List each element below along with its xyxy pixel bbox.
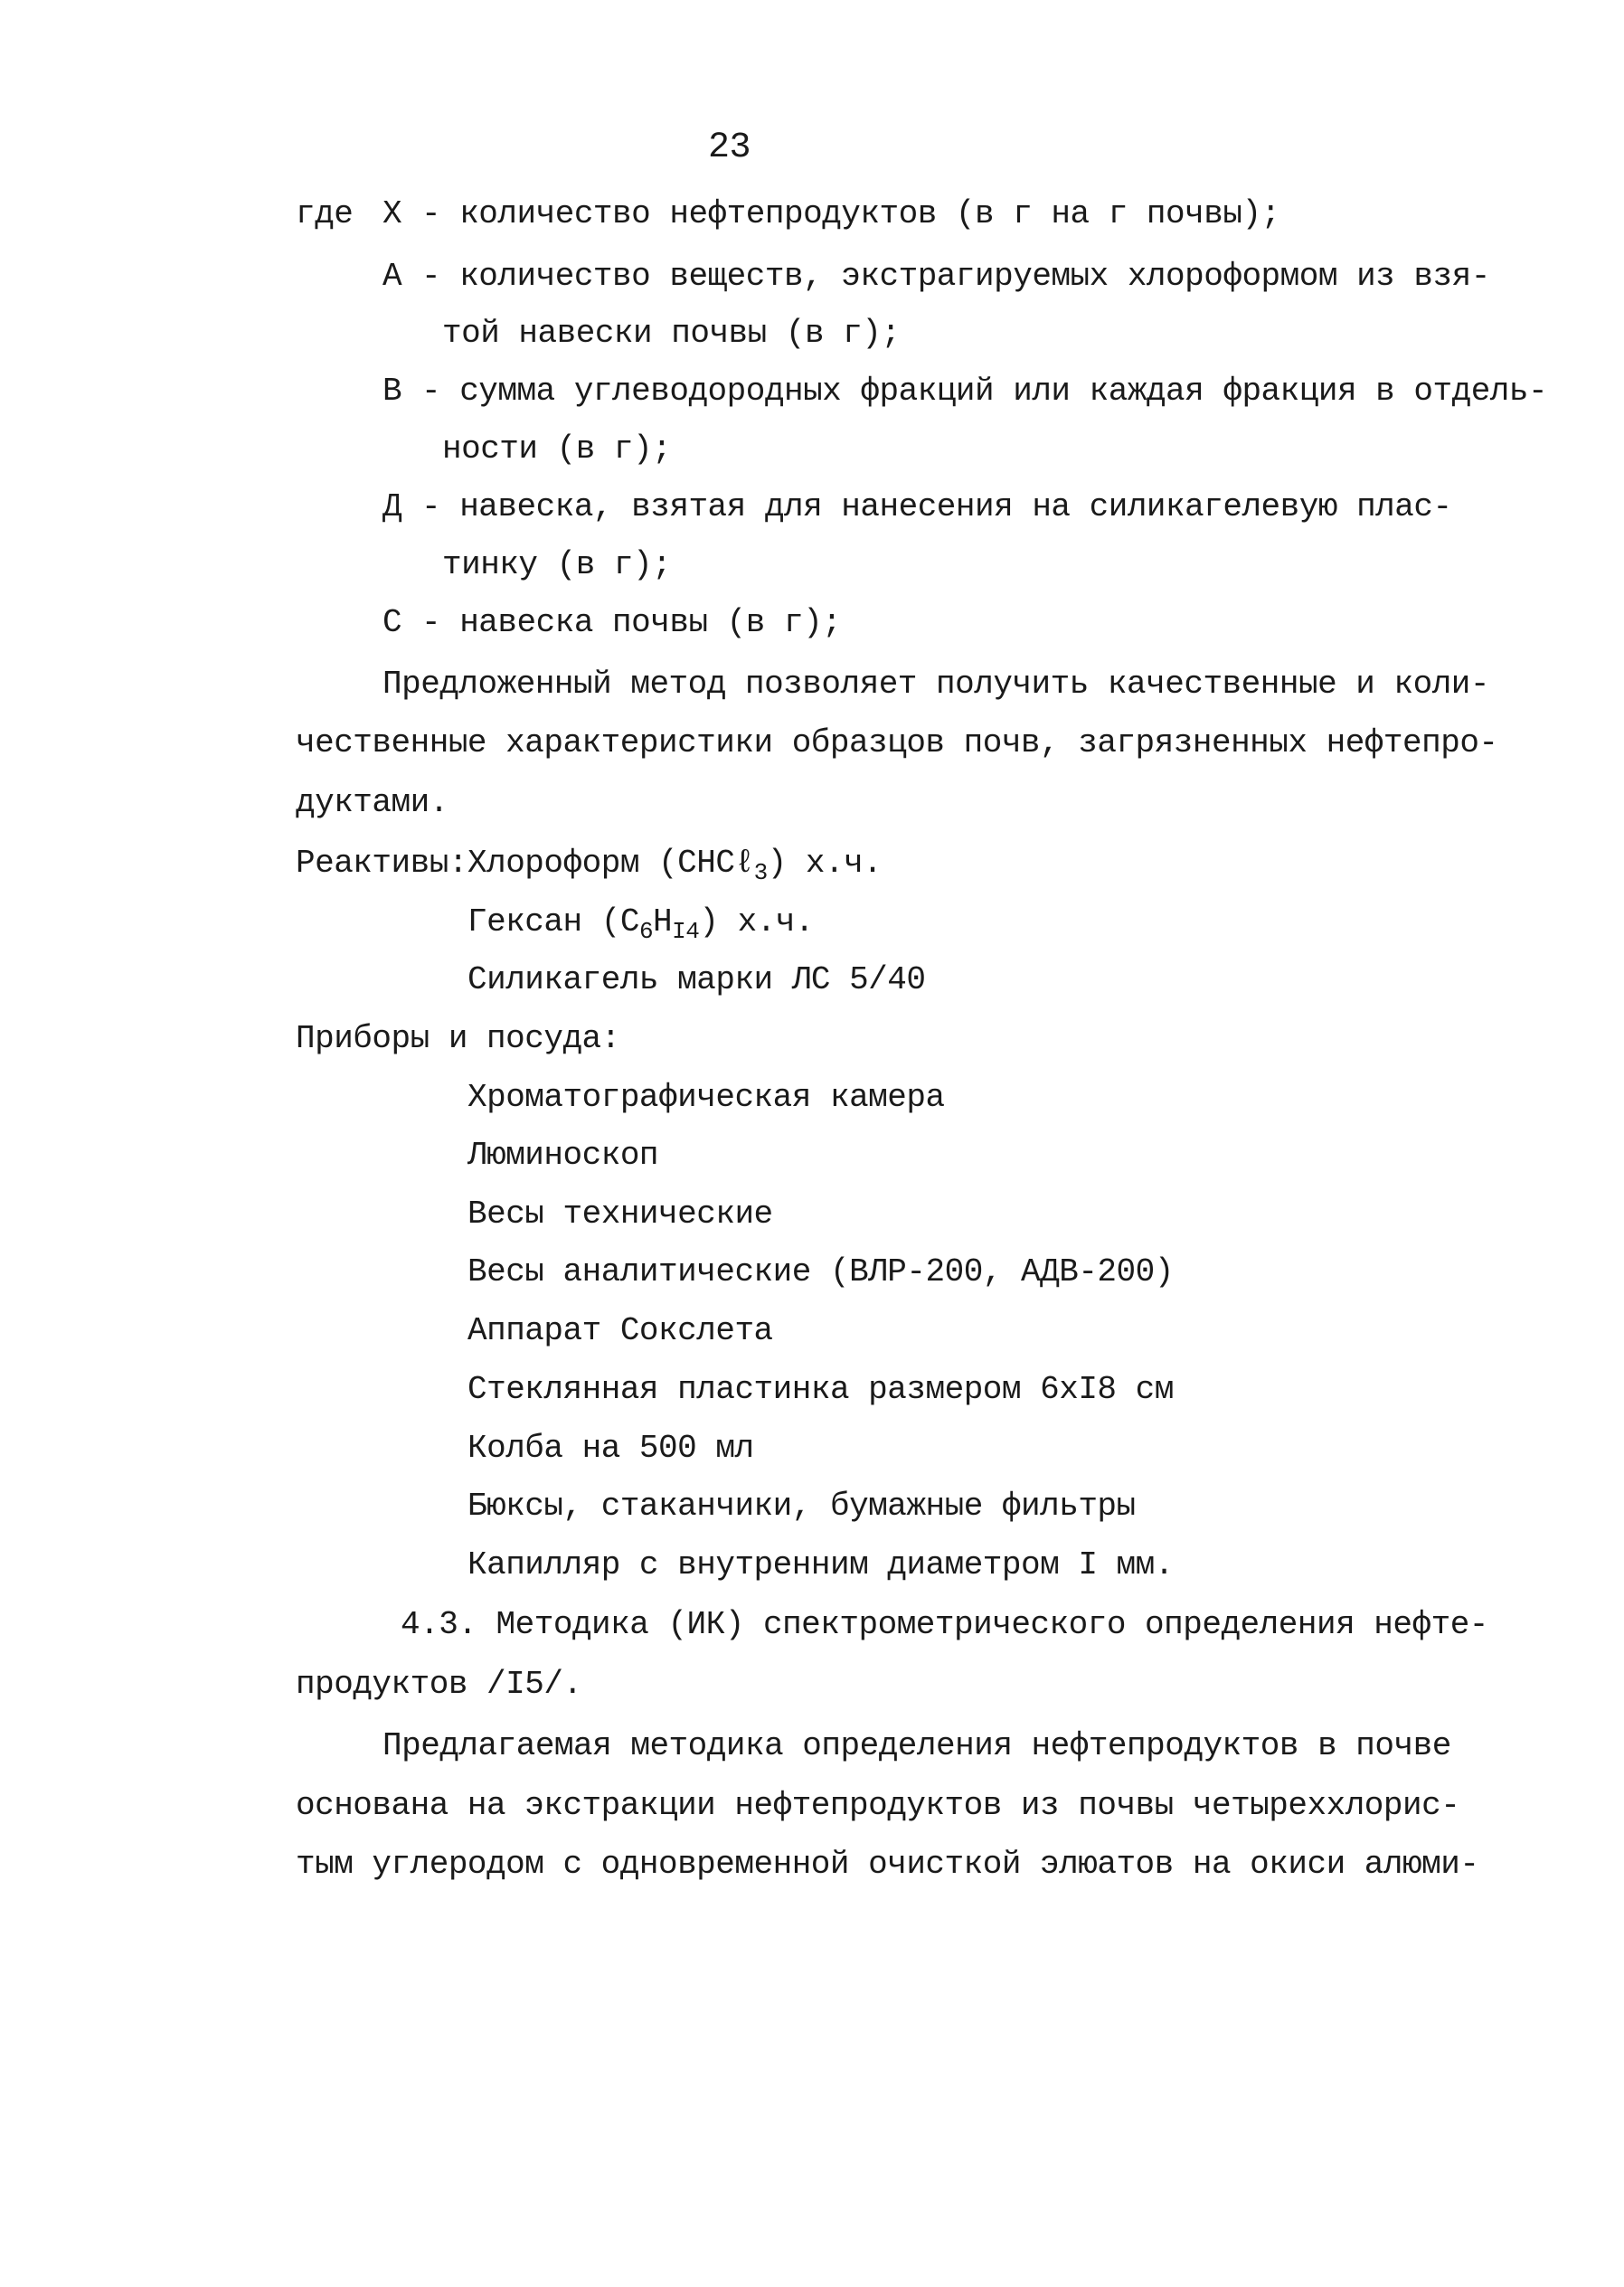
instrument-item: Бюксы, стаканчики, бумажные фильтры [467, 1488, 1136, 1525]
paragraph-1-line-3: дуктами. [296, 784, 448, 821]
instruments-label: Приборы и посуда: [296, 1020, 620, 1057]
section-heading-line-2: продуктов /I5/. [296, 1666, 582, 1703]
legend-text-c: - навеска почвы (в г); [421, 604, 842, 641]
legend-text-x: - количество нефтепродуктов (в г на г почвы); [421, 195, 1280, 232]
section-heading-line-1: 4.3. Методика (ИК) спектрометрического определения нефте- [401, 1606, 1488, 1643]
instrument-item: Весы аналитические (ВЛР-200, АДВ-200) [467, 1253, 1174, 1290]
reagents-label: Реактивы: [296, 845, 467, 882]
instrument-item: Стеклянная пластинка размером 6хI8 см [467, 1371, 1174, 1408]
paragraph-1-line-1: Предложенный метод позволяет получить качественные и коли- [382, 666, 1490, 703]
instrument-item: Весы технические [467, 1195, 773, 1233]
paragraph-2-line-2: основана на экстракции нефтепродуктов из почвы четыреххлорис- [296, 1787, 1460, 1824]
legend-symbol-b: В [382, 373, 402, 410]
legend-text-a-2: той навески почвы (в г); [442, 315, 901, 352]
legend-symbol-a: А [382, 258, 402, 295]
paragraph-2-line-3: тым углеродом с одновременной очисткой элюатов на окиси алюми- [296, 1846, 1479, 1883]
instrument-item: Люминоскоп [467, 1137, 659, 1174]
instrument-item: Хроматографическая камера [467, 1079, 945, 1116]
reagent-chloroform: Хлороформ (СНСℓ$_3$) х.ч. [467, 845, 883, 886]
legend-text-b-2: ности (в г); [442, 430, 672, 468]
legend-symbol-x: Х [382, 195, 402, 232]
paragraph-1-line-2: чественные характеристики образцов почв, загрязненных нефтепро- [296, 724, 1498, 761]
legend-symbol-d: Д [382, 488, 402, 525]
page-number: 23 [708, 128, 751, 168]
instrument-item: Капилляр с внутренним диаметром I мм. [467, 1546, 1174, 1583]
reagent-silica-gel: Силикагель марки ЛС 5/40 [467, 961, 926, 998]
instrument-item: Аппарат Сокслета [467, 1312, 773, 1349]
legend-text-a-1: - количество веществ, экстрагируемых хлороформом из взя- [421, 258, 1490, 295]
legend-symbol-c: С [382, 604, 402, 641]
paragraph-2-line-1: Предлагаемая методика определения нефтепродуктов в почве [382, 1727, 1451, 1764]
legend-intro: где [296, 195, 354, 232]
legend-text-d-2: тинку (в г); [442, 546, 672, 583]
legend-text-b-1: - сумма углеводородных фракций или каждая фракция в отдель- [421, 373, 1548, 410]
reagent-hexane: Гексан $(С_6Н_{I4})$ х.ч. [467, 903, 814, 945]
legend-text-d-1: - навеска, взятая для нанесения на силикагелевую плас- [421, 488, 1452, 525]
instrument-item: Колба на 500 мл [467, 1430, 754, 1467]
